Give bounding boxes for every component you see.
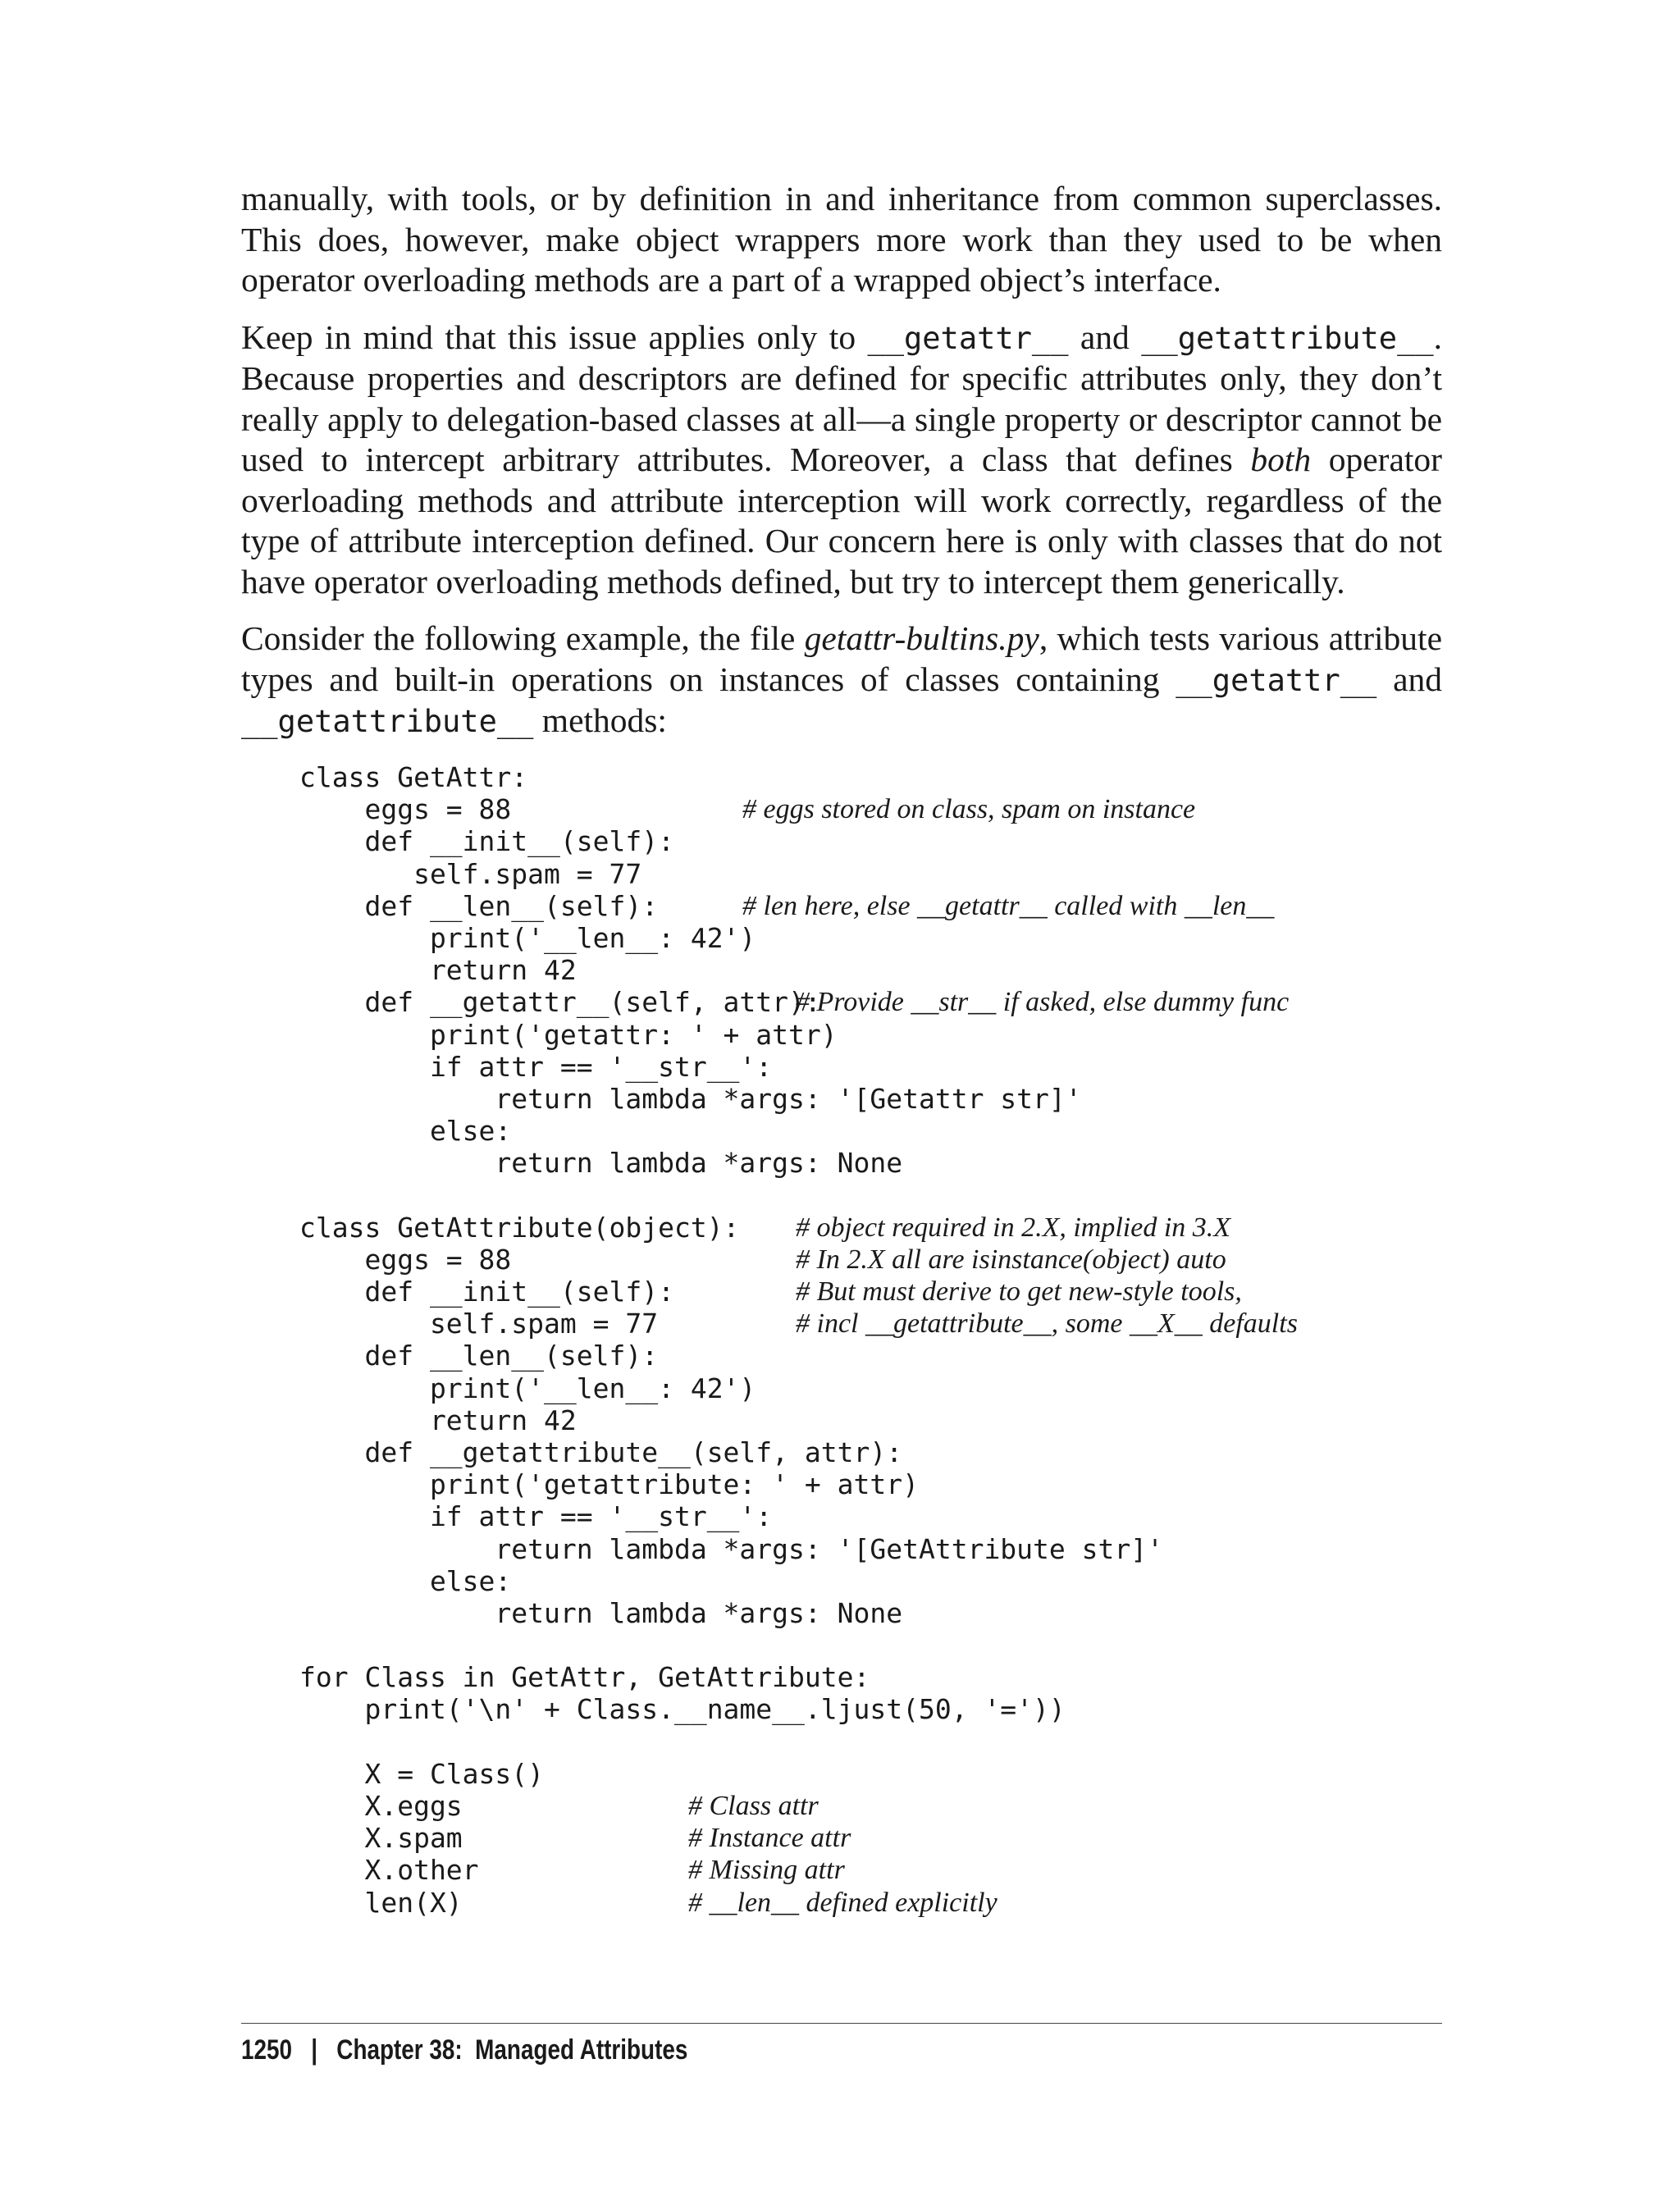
code-comment: # eggs stored on class, spam on instance — [742, 794, 1196, 825]
code-text: eggs = 88 — [299, 793, 512, 826]
code-line — [299, 954, 1448, 986]
code-line — [299, 1790, 1448, 1822]
code-line — [299, 1276, 1448, 1308]
code-comment: # incl __getattribute__, some __X__ defaults — [796, 1308, 1298, 1340]
code-line — [299, 1629, 1448, 1661]
code-line — [299, 1244, 1448, 1276]
code-text: class GetAttribute(object): — [299, 1211, 740, 1244]
code-text: for Class in GetAttr, GetAttribute: — [299, 1661, 870, 1694]
code-text: return 42 — [299, 1404, 577, 1436]
footer-separator: | — [311, 2034, 318, 2066]
code-comment: # But must derive to get new-style tools, — [796, 1276, 1242, 1307]
paragraph-3: Consider the following example, the file getattr-bultins.py, which tests various attribute types and built-in operations on instances of classes containing __getattr__ and __getattribute__ methods: — [241, 619, 1443, 739]
code-comment: # Provide __str__ if asked, else dummy func — [796, 987, 1290, 1018]
code-line — [299, 1404, 1448, 1436]
code-line — [299, 1468, 1448, 1500]
code-text: if attr == '__str__': — [299, 1050, 773, 1083]
code-line — [299, 1597, 1448, 1629]
inline-code: __getattr__ — [1176, 662, 1377, 698]
code-comment: # In 2.X all are isinstance(object) auto — [796, 1244, 1226, 1275]
code-line — [299, 793, 1448, 825]
code-line — [299, 1340, 1448, 1372]
code-comment: # __len__ defined explicitly — [688, 1887, 998, 1918]
code-text: eggs = 88 — [299, 1243, 512, 1276]
code-text: print('getattribute: ' + attr) — [299, 1468, 919, 1501]
code-text: def __len__(self): — [299, 889, 659, 922]
code-text: def __getattribute__(self, attr): — [299, 1436, 903, 1468]
code-text: return lambda *args: None — [299, 1147, 903, 1180]
paragraph-2: Keep in mind that this issue applies only to __getattr__ and __getattribute__. Because properties and descriptors are defined for specific attributes only, they don’t really apply to delegation-based classes at all—a single property or descriptor cannot be used to intercept arbitrary attributes. Moreover, a class that defines both operator overloading methods and attribute interception will work correctly, regardless of the type of attribute interception defined. Our concern here is only with classes that do not have operator overloading methods defined, but try to intercept them generically. — [241, 317, 1443, 600]
code-text: return lambda *args: None — [299, 1596, 903, 1629]
code-line — [299, 986, 1448, 1018]
code-line — [299, 825, 1448, 857]
code-text: self.spam = 77 — [299, 857, 642, 890]
code-line — [299, 1854, 1448, 1886]
code-line — [299, 1051, 1448, 1083]
code-line — [299, 1308, 1448, 1340]
code-line — [299, 1147, 1448, 1179]
code-text: else: — [299, 1564, 512, 1597]
page-number: 1250 — [241, 2034, 293, 2066]
code-line — [299, 1372, 1448, 1404]
code-line — [299, 1083, 1448, 1115]
code-line — [299, 858, 1448, 890]
code-comment: # object required in 2.X, implied in 3.X — [796, 1212, 1231, 1243]
code-text: def __len__(self): — [299, 1340, 659, 1372]
code-line — [299, 1500, 1448, 1532]
code-line — [299, 1887, 1448, 1919]
inline-code: __getattribute__ — [1141, 320, 1434, 356]
emphasis: both — [1250, 441, 1312, 478]
code-listing — [299, 761, 1448, 1919]
inline-code: __getattr__ — [867, 320, 1069, 356]
code-comment: # len here, else __getattr__ called with __len__ — [742, 890, 1275, 921]
code-comment: # Missing attr — [688, 1855, 845, 1886]
code-line — [299, 1179, 1448, 1211]
filename: getattr-bultins.py — [804, 619, 1039, 657]
code-text: print('__len__: 42') — [299, 921, 756, 954]
code-line — [299, 1822, 1448, 1854]
inline-code: __getattribute__ — [241, 704, 534, 739]
code-line — [299, 1693, 1448, 1725]
code-text: def __getattr__(self, attr): — [299, 986, 821, 1019]
code-line — [299, 1726, 1448, 1758]
code-line — [299, 761, 1448, 793]
code-text: self.spam = 77 — [299, 1308, 659, 1340]
code-text: return 42 — [299, 954, 577, 987]
code-line — [299, 1115, 1448, 1147]
page-footer — [241, 2034, 687, 2066]
code-line — [299, 890, 1448, 922]
body-text — [241, 179, 1442, 759]
code-text: if attr == '__str__': — [299, 1500, 773, 1533]
code-line — [299, 922, 1448, 954]
code-text: return lambda *args: '[GetAttribute str]' — [299, 1532, 1163, 1565]
code-text: def __init__(self): — [299, 825, 674, 858]
code-line — [299, 1661, 1448, 1693]
code-comment: # Instance attr — [688, 1823, 851, 1854]
code-text: print('\n' + Class.__name__.ljust(50, '=')) — [299, 1693, 1066, 1726]
code-text: return lambda *args: '[Getattr str]' — [299, 1082, 1082, 1115]
code-text: def __init__(self): — [299, 1276, 674, 1308]
code-text: else: — [299, 1115, 512, 1148]
code-text: X.spam — [299, 1822, 463, 1855]
code-line — [299, 1212, 1448, 1244]
code-line — [299, 1533, 1448, 1565]
code-comment: # Class attr — [688, 1791, 819, 1821]
code-text: class GetAttr: — [299, 761, 528, 793]
code-text: X.eggs — [299, 1790, 463, 1822]
code-line — [299, 1019, 1448, 1051]
paragraph-1: manually, with tools, or by definition in and inheritance from common superclasses. This does, however, make object wrappers more work than they used to be when operator overloading methods are a part of a wrapped object’s interface. — [241, 180, 1442, 299]
code-text: X = Class() — [299, 1757, 545, 1790]
code-line — [299, 1565, 1448, 1597]
code-line — [299, 1436, 1448, 1468]
code-line — [299, 1758, 1448, 1790]
code-text: X.other — [299, 1854, 479, 1887]
footer-rule — [241, 2023, 1442, 2024]
chapter-title: Chapter 38: Managed Attributes — [336, 2034, 688, 2066]
code-text: print('__len__: 42') — [299, 1372, 756, 1404]
code-text: len(X) — [299, 1886, 463, 1919]
code-text: print('getattr: ' + attr) — [299, 1018, 838, 1051]
